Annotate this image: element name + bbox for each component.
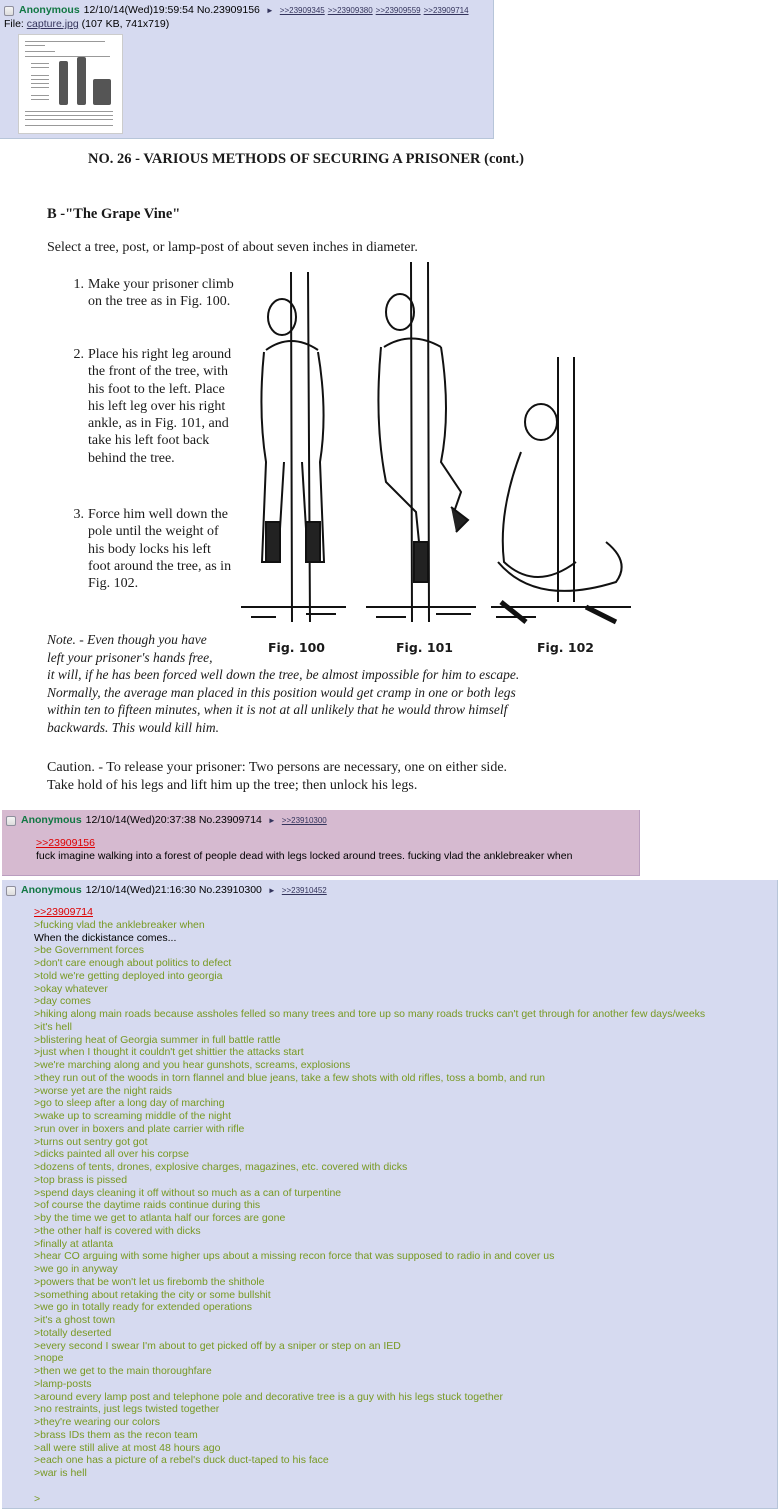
greentext-line: >go to sleep after a long day of marching [34,1097,225,1110]
post-menu-arrow-icon[interactable]: ► [267,886,276,895]
note-line: backwards. This would kill him. [47,719,220,735]
greentext-line: > [34,1492,41,1505]
reply-post [2,880,778,1509]
greentext-line: >totally deserted [34,1326,112,1339]
greentext-line: >every second I swear I'm about to get picked off by a sniper or step on an IED [34,1339,401,1352]
greentext-line: >wake up to screaming middle of the night [34,1110,231,1122]
greentext-line: >finally at atlanta [34,1237,114,1250]
greentext-line: >we go in totally ready for extended operations [34,1301,253,1314]
op-post [0,0,494,139]
greentext-line: >fucking vlad the anklebreaker when [34,918,205,931]
poster-name: Anonymous [21,814,82,826]
post-message [36,837,572,863]
backlink[interactable]: >>23910300 [281,816,327,825]
figure-caption-100: Fig. 100 [268,640,325,655]
step-number: 2. [73,347,84,362]
greentext-line: >no restraints, just legs twisted together [34,1403,220,1416]
message-line: fuck imagine walking into a forest of people dead with legs locked around trees. fucking vlad the anklebreaker when [36,849,573,862]
post-checkbox[interactable] [6,886,16,896]
document-subheading: B -"The Grape Vine" [47,206,181,222]
post-info [6,884,330,897]
greentext-line: >around every lamp post and telephone pole and decorative tree is a guy with his legs stuck together [34,1390,503,1403]
greentext-line: >they're wearing our colors [34,1416,161,1428]
greentext-line: >it's a ghost town [34,1314,116,1326]
post-checkbox[interactable] [6,816,16,826]
greentext-line: >the other half is covered with dicks [34,1224,201,1237]
greentext-line: >of course the daytime raids continue during this [34,1199,261,1212]
step-text: Place his right leg around the front of the tree, with his foot to the left. Place his left leg over his right ankle, as in Fig. 101, and take his left foot back behind the tree. [88,347,232,466]
post-datetime: 12/10/14(Wed)20:37:38 [85,814,196,826]
greentext-line: >something about retaking the city or some bullshit [34,1288,271,1301]
greentext-line: >brass IDs them as the recon team [34,1428,198,1441]
post-datetime: 12/10/14(Wed)21:16:30 [85,884,196,896]
greentext-line: >dicks painted all over his corpse [34,1148,189,1161]
greentext-line: >then we get to the main thoroughfare [34,1365,212,1377]
image-thumbnail[interactable] [18,34,123,134]
quote-link[interactable]: >>23909156 [36,837,95,849]
post-message [34,906,705,1505]
document-note [47,631,607,736]
greentext-line: >nope [34,1352,64,1365]
greentext-line: >turns out sentry got got [34,1135,148,1148]
greentext-line: >dozens of tents, drones, explosive charges, magazines, etc. covered with dicks [34,1161,408,1173]
post-info [4,4,472,17]
file-info [4,18,169,30]
greentext-line: >hear CO arguing with some higher ups about a missing recon force that was supposed to radio in and cover us [34,1250,555,1263]
note-line: it will, if he has been forced well down the tree, be almost impossible for him to escape. [47,667,520,682]
greentext-line: >by the time we get to atlanta half our forces are gone [34,1212,286,1224]
note-line: Normally, the average man placed in this position would get cramp in one or both legs [47,684,516,700]
document-title: NO. 26 - VARIOUS METHODS OF SECURING A PRISONER (cont.) [88,151,524,167]
post-menu-arrow-icon[interactable]: ► [267,816,276,825]
greentext-line: >powers that be won't let us firebomb the shithole [34,1275,265,1288]
greentext-line: >war is hell [34,1467,87,1479]
post-menu-arrow-icon[interactable]: ► [265,6,274,15]
greentext-line: >blistering heat of Georgia summer in full battle rattle [34,1033,281,1046]
document-intro: Select a tree, post, or lamp-post of about seven inches in diameter. [47,240,418,255]
post-info [6,814,330,827]
backlink[interactable]: >>23909559 [375,6,421,15]
greentext-line: >hiking along main roads because assholes felled so many trees and tore up so many roads trucks can't get through for another few days/weeks [34,1008,706,1020]
figure-caption-101: Fig. 101 [396,640,453,655]
reply-post-highlighted [2,810,640,876]
greentext-line: >worse yet are the night raids [34,1084,173,1097]
greentext-line: >spend days cleaning it off without so much as a can of turpentine [34,1186,342,1199]
step-text: Force him well down the pole until the weight of his body locks his left foot around the tree, as in Fig. 102. [88,507,232,592]
message-line: When the dickistance comes... [34,931,177,944]
greentext-line: >don't care enough about politics to defect [34,957,232,969]
greentext-line: >told we're getting deployed into georgia [34,969,223,982]
greentext-line: >run over in boxers and plate carrier with rifle [34,1122,245,1135]
post-checkbox[interactable] [4,6,14,16]
greentext-line: >just when I thought it couldn't get shittier the attacks start [34,1046,304,1059]
greentext-line: >top brass is pissed [34,1173,128,1186]
greentext-line: >day comes [34,995,91,1008]
posted-image-document [0,140,640,800]
backlink[interactable]: >>23909714 [423,6,469,15]
grape-vine-illustration [236,262,636,637]
greentext-line: >okay whatever [34,982,108,995]
note-line: within ten to fifteen minutes, when it is not at all unlikely that he would throw himself [47,702,508,717]
backlink[interactable]: >>23910452 [281,886,327,895]
backlink[interactable]: >>23909380 [327,6,373,15]
poster-name: Anonymous [19,4,80,16]
backlink[interactable]: >>23909345 [279,6,325,15]
document-caution [47,759,607,795]
note-line: Note. - Even though you have [47,632,207,647]
post-number[interactable]: No.23910300 [198,884,262,896]
greentext-line: >we're marching along and you hear gunshots, screams, explosions [34,1059,351,1071]
file-label: File: [4,18,27,30]
greentext-line: >it's hell [34,1020,72,1033]
poster-name: Anonymous [21,884,82,896]
greentext-line: >each one has a picture of a rebel's duck duct-taped to his face [34,1454,329,1467]
greentext-line: >be Government forces [34,944,145,957]
greentext-line: >they run out of the woods in torn flannel and blue jeans, take a few shots with old rifles, toss a bomb, and run [34,1071,546,1084]
step-text: Make your prisoner climb on the tree as in Fig. 100. [88,277,234,310]
post-datetime: 12/10/14(Wed)19:59:54 [83,4,194,16]
caution-line: Caution. - To release your prisoner: Two persons are necessary, one on either side. [47,760,508,775]
quote-link[interactable]: >>23909714 [34,906,93,918]
step-number: 1. [73,277,84,292]
figure-caption-102: Fig. 102 [537,640,594,655]
step-number: 3. [73,507,84,522]
note-line: left your prisoner's hands free, [47,649,213,665]
message-line [34,1480,705,1493]
post-number[interactable]: No.23909714 [198,814,262,826]
file-meta: (107 KB, 741x719) [78,18,170,30]
greentext-line: >lamp-posts [34,1377,92,1390]
caution-line: Take hold of his legs and lift him up the tree; then unlock his legs. [47,778,418,793]
greentext-line: >all were still alive at most 48 hours ago [34,1441,221,1454]
greentext-line: >we go in anyway [34,1263,118,1275]
post-number[interactable]: No.23909156 [196,4,260,16]
file-link[interactable]: capture.jpg [26,18,79,30]
